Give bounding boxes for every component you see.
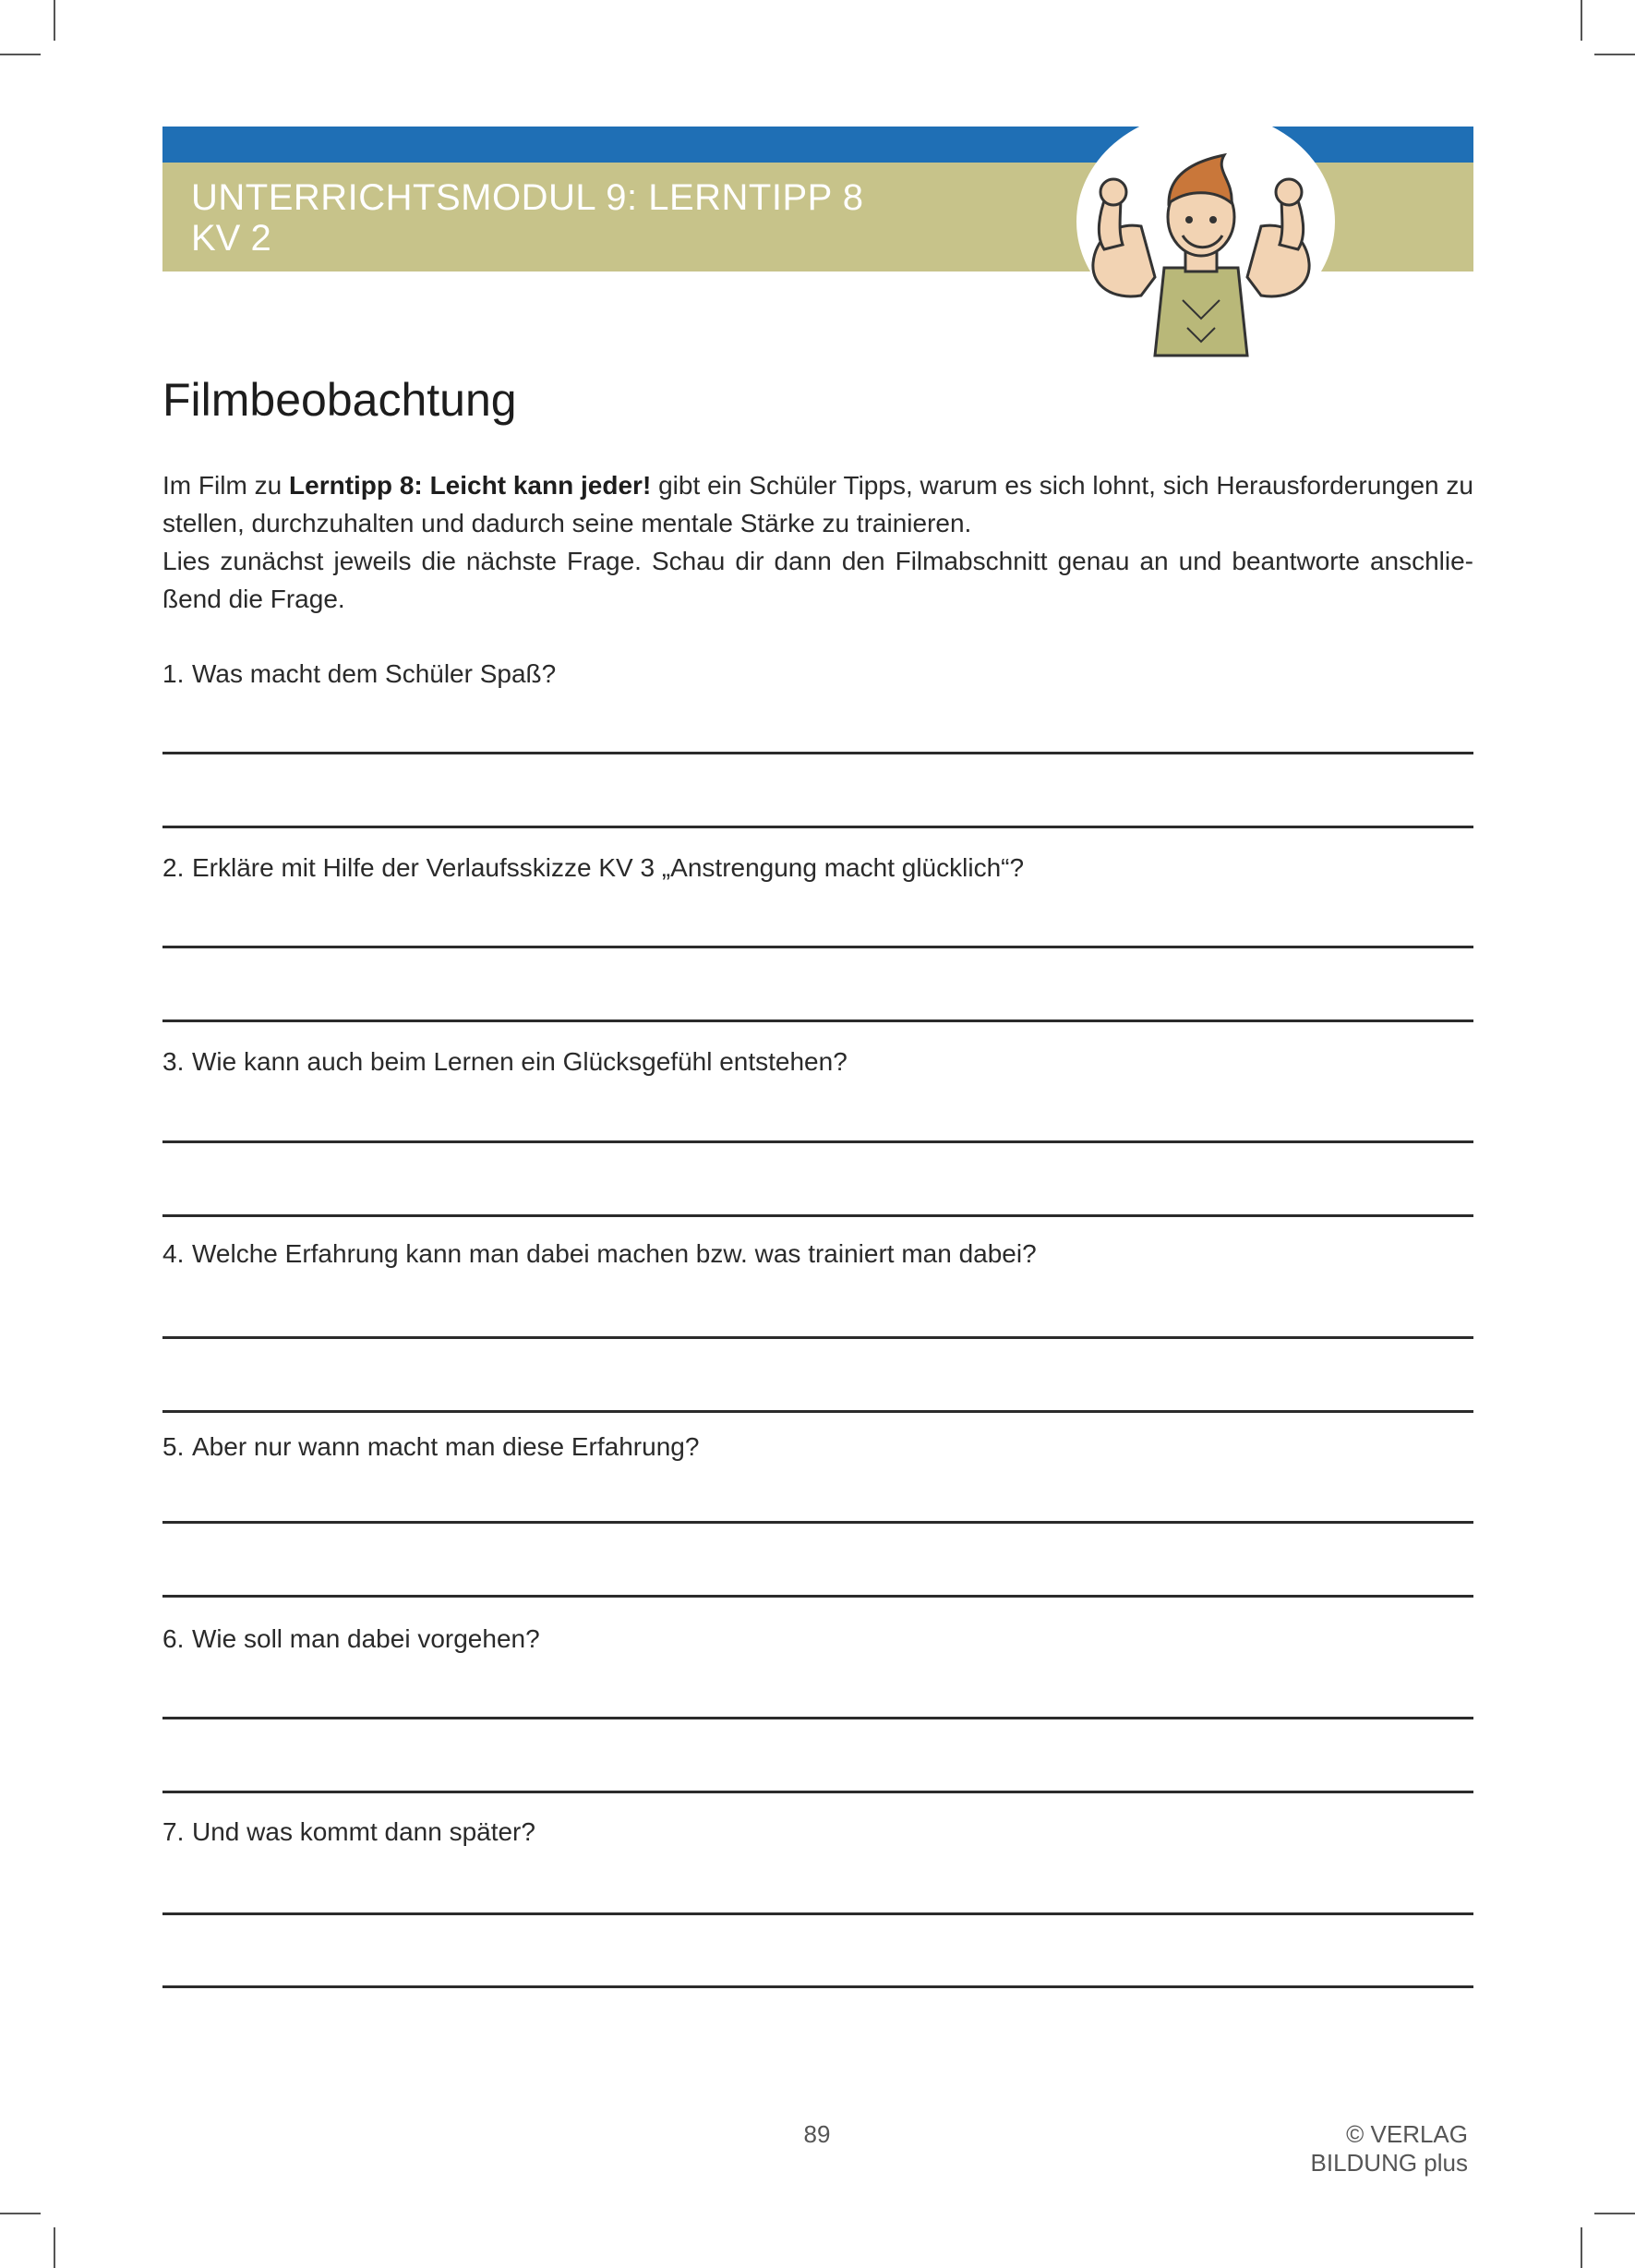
answer-line[interactable] <box>162 1336 1473 1339</box>
answer-line[interactable] <box>162 1019 1473 1022</box>
answer-line[interactable] <box>162 1595 1473 1598</box>
crop-mark <box>1581 0 1582 41</box>
answer-line[interactable] <box>162 1410 1473 1413</box>
copyright: © VERLAG BILDUNG plus <box>1310 2120 1468 2177</box>
answer-line[interactable] <box>162 1521 1473 1524</box>
module-title: UNTERRICHTSMODUL 9: LERNTIPP 8 <box>191 177 864 218</box>
answer-line[interactable] <box>162 1985 1473 1988</box>
answer-line[interactable] <box>162 1717 1473 1719</box>
question-6: 6. Wie soll man dabei vorgehen? <box>162 1624 540 1653</box>
answer-line[interactable] <box>162 752 1473 754</box>
crop-mark <box>1594 2213 1635 2214</box>
answer-line[interactable] <box>162 1214 1473 1217</box>
intro-part3: Lies zunächst jeweils die nächste Frage. Schau dir dann den Filmabschnitt genau an und beantworte anschlie-ßend die Frage. <box>162 547 1473 613</box>
intro-bold: Lerntipp 8: Leicht kann jeder! <box>289 471 652 500</box>
question-1: 1. Was macht dem Schüler Spaß? <box>162 659 557 688</box>
crop-mark <box>54 2227 55 2268</box>
answer-line[interactable] <box>162 1912 1473 1915</box>
question-2: 2. Erkläre mit Hilfe der Verlaufsskizze KV 3 „Anstrengung macht glücklich“? <box>162 853 1025 882</box>
crop-mark <box>0 2213 41 2214</box>
question-4: 4. Welche Erfahrung kann man dabei machen bzw. was trainiert man dabei? <box>162 1239 1037 1268</box>
answer-line[interactable] <box>162 946 1473 948</box>
crop-mark <box>0 54 41 55</box>
crop-mark <box>1581 2227 1582 2268</box>
intro-part1: Im Film zu <box>162 471 290 500</box>
question-3: 3. Wie kann auch beim Lernen ein Glücksgefühl entstehen? <box>162 1047 848 1076</box>
intro-text <box>162 466 1473 618</box>
intro-part2: gibt ein Schüler Tipps, warum es sich lohnt, sich Herausforderungen zu stellen, durchzuhalten und dadurch seine mentale Stärke zu trainieren. <box>162 471 1474 537</box>
answer-line[interactable] <box>162 1791 1473 1793</box>
page-title: Filmbeobachtung <box>162 374 517 426</box>
sheet-label: KV 2 <box>191 218 271 259</box>
answer-line[interactable] <box>162 826 1473 828</box>
muscleman-icon <box>1076 139 1335 360</box>
question-7: 7. Und was kommt dann später? <box>162 1817 535 1846</box>
crop-mark <box>54 0 55 41</box>
question-5: 5. Aber nur wann macht man diese Erfahrung? <box>162 1432 700 1461</box>
answer-line[interactable] <box>162 1140 1473 1143</box>
crop-mark <box>1594 54 1635 55</box>
page-number: 89 <box>803 2120 831 2148</box>
